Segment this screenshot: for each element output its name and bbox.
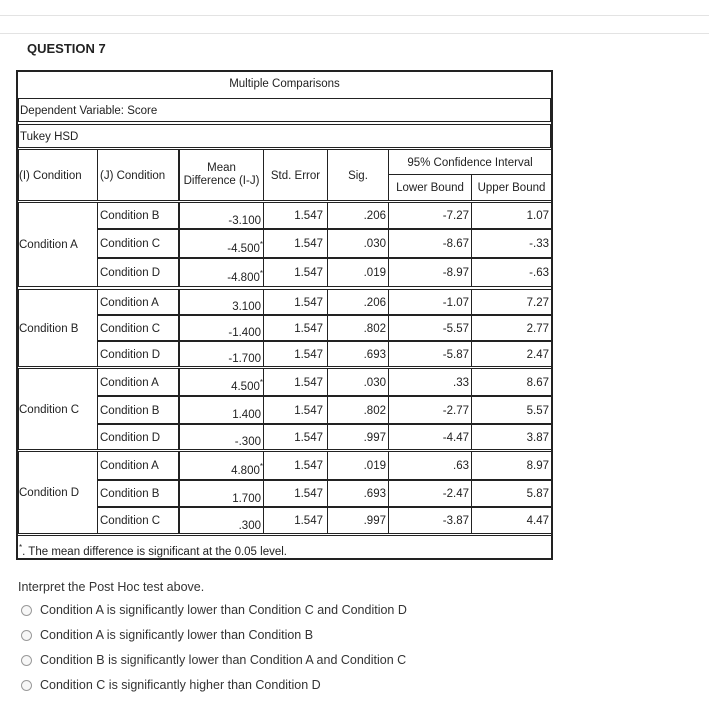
row-j-condition: Condition D — [97, 341, 179, 367]
method-label: Tukey HSD — [18, 124, 551, 148]
row-j-condition: Condition A — [97, 289, 179, 315]
row-std-error: 1.547 — [263, 480, 328, 507]
row-i-condition: Condition D — [18, 451, 98, 534]
row-sig: .997 — [327, 424, 389, 450]
row-upper-bound: 8.97 — [471, 451, 552, 480]
significance-star: * — [259, 240, 263, 249]
row-sig: .030 — [327, 368, 389, 396]
mean-value: 4.500 — [231, 380, 260, 393]
row-upper-bound: 2.47 — [471, 341, 552, 367]
table-footnote — [18, 535, 551, 558]
row-i-condition: Condition A — [18, 202, 98, 287]
header-j-condition: (J) Condition — [97, 149, 179, 201]
row-upper-bound: 7.27 — [471, 289, 552, 315]
row-mean-difference — [179, 507, 264, 534]
radio-icon[interactable] — [21, 605, 32, 616]
answer-option-label: Condition A is significantly lower than Condition B — [40, 628, 314, 642]
table-title: Multiple Comparisons — [229, 78, 340, 90]
header-lower-bound: Lower Bound — [388, 174, 472, 201]
mean-value: -1.400 — [228, 326, 261, 339]
row-i-condition: Condition B — [18, 289, 98, 367]
question-divider — [0, 33, 709, 34]
question-title: QUESTION 7 — [27, 41, 106, 56]
row-mean-difference — [179, 229, 264, 258]
multiple-comparisons-table — [16, 70, 553, 560]
header-i-condition: (I) Condition — [18, 149, 98, 201]
row-j-condition: Condition B — [97, 396, 179, 424]
row-mean-difference — [179, 451, 264, 480]
question-prompt: Interpret the Post Hoc test above. — [18, 580, 205, 594]
row-j-condition: Condition D — [97, 424, 179, 450]
row-lower-bound: -5.87 — [388, 341, 472, 367]
significance-star: * — [259, 462, 263, 471]
row-j-condition: Condition A — [97, 451, 179, 480]
row-mean-difference — [179, 368, 264, 396]
significance-star: * — [259, 378, 263, 387]
radio-icon[interactable] — [21, 655, 32, 666]
row-sig: .206 — [327, 289, 389, 315]
row-std-error: 1.547 — [263, 424, 328, 450]
row-upper-bound: -.33 — [471, 229, 552, 258]
row-upper-bound: 1.07 — [471, 202, 552, 229]
row-upper-bound: 4.47 — [471, 507, 552, 534]
row-sig: .997 — [327, 507, 389, 534]
row-sig: .693 — [327, 341, 389, 367]
row-mean-difference — [179, 202, 264, 229]
row-std-error: 1.547 — [263, 507, 328, 534]
row-lower-bound: -2.47 — [388, 480, 472, 507]
answer-option-2[interactable] — [21, 626, 313, 644]
footnote-mark: * — [19, 543, 23, 552]
row-sig: .019 — [327, 451, 389, 480]
answer-option-4[interactable] — [21, 676, 321, 694]
row-mean-difference — [179, 258, 264, 287]
row-std-error: 1.547 — [263, 229, 328, 258]
answer-option-1[interactable] — [21, 601, 407, 619]
row-j-condition: Condition C — [97, 315, 179, 341]
row-mean-difference — [179, 480, 264, 507]
mean-value: 4.800 — [231, 464, 260, 477]
row-lower-bound: -8.97 — [388, 258, 472, 287]
answer-option-label: Condition C is significantly higher than Condition D — [40, 678, 321, 692]
row-lower-bound: .33 — [388, 368, 472, 396]
row-lower-bound: -8.67 — [388, 229, 472, 258]
row-std-error: 1.547 — [263, 451, 328, 480]
row-lower-bound: .63 — [388, 451, 472, 480]
row-mean-difference — [179, 341, 264, 367]
row-std-error: 1.547 — [263, 258, 328, 287]
header-sig: Sig. — [327, 149, 389, 201]
dependent-variable: Dependent Variable: Score — [18, 98, 551, 122]
row-sig: .019 — [327, 258, 389, 287]
radio-icon[interactable] — [21, 630, 32, 641]
row-lower-bound: -5.57 — [388, 315, 472, 341]
row-std-error: 1.547 — [263, 396, 328, 424]
radio-icon[interactable] — [21, 680, 32, 691]
row-sig: .693 — [327, 480, 389, 507]
row-sig: .802 — [327, 315, 389, 341]
header-upper-bound: Upper Bound — [471, 174, 552, 201]
header-mean-line1: Mean — [207, 162, 236, 174]
row-j-condition: Condition D — [97, 258, 179, 287]
answer-option-3[interactable] — [21, 651, 406, 669]
footnote-text: . The mean difference is significant at the 0.05 level. — [22, 545, 287, 558]
row-lower-bound: -1.07 — [388, 289, 472, 315]
mean-value: .300 — [238, 519, 261, 532]
row-lower-bound: -7.27 — [388, 202, 472, 229]
mean-value: 1.700 — [232, 492, 261, 505]
row-mean-difference — [179, 289, 264, 315]
top-divider — [0, 15, 709, 16]
row-upper-bound: -.63 — [471, 258, 552, 287]
row-j-condition: Condition C — [97, 507, 179, 534]
row-mean-difference — [179, 424, 264, 450]
header-mean-line2: Difference (I-J) — [183, 175, 260, 187]
row-std-error: 1.547 — [263, 341, 328, 367]
row-upper-bound: 8.67 — [471, 368, 552, 396]
row-mean-difference — [179, 396, 264, 424]
row-lower-bound: -3.87 — [388, 507, 472, 534]
row-std-error: 1.547 — [263, 202, 328, 229]
header-std-error: Std. Error — [263, 149, 328, 201]
row-upper-bound: 2.77 — [471, 315, 552, 341]
row-upper-bound: 5.87 — [471, 480, 552, 507]
row-lower-bound: -4.47 — [388, 424, 472, 450]
answer-option-label: Condition B is significantly lower than Condition A and Condition C — [40, 653, 407, 667]
row-std-error: 1.547 — [263, 315, 328, 341]
row-j-condition: Condition B — [97, 480, 179, 507]
row-j-condition: Condition B — [97, 202, 179, 229]
row-upper-bound: 3.87 — [471, 424, 552, 450]
mean-value: -3.100 — [228, 214, 261, 227]
mean-value: 3.100 — [232, 300, 261, 313]
header-mean-difference — [179, 149, 264, 201]
mean-value: -4.500 — [227, 242, 260, 255]
row-upper-bound: 5.57 — [471, 396, 552, 424]
answer-option-label: Condition A is significantly lower than Condition C and Condition D — [40, 603, 407, 617]
row-sig: .206 — [327, 202, 389, 229]
header-ci: 95% Confidence Interval — [388, 149, 552, 175]
mean-value: -.300 — [234, 435, 261, 448]
row-lower-bound: -2.77 — [388, 396, 472, 424]
row-j-condition: Condition A — [97, 368, 179, 396]
row-std-error: 1.547 — [263, 289, 328, 315]
row-std-error: 1.547 — [263, 368, 328, 396]
row-j-condition: Condition C — [97, 229, 179, 258]
row-mean-difference — [179, 315, 264, 341]
row-sig: .802 — [327, 396, 389, 424]
mean-value: 1.400 — [232, 408, 261, 421]
mean-value: -1.700 — [228, 352, 261, 365]
row-sig: .030 — [327, 229, 389, 258]
significance-star: * — [259, 269, 263, 278]
mean-value: -4.800 — [227, 271, 260, 284]
row-i-condition: Condition C — [18, 368, 98, 450]
